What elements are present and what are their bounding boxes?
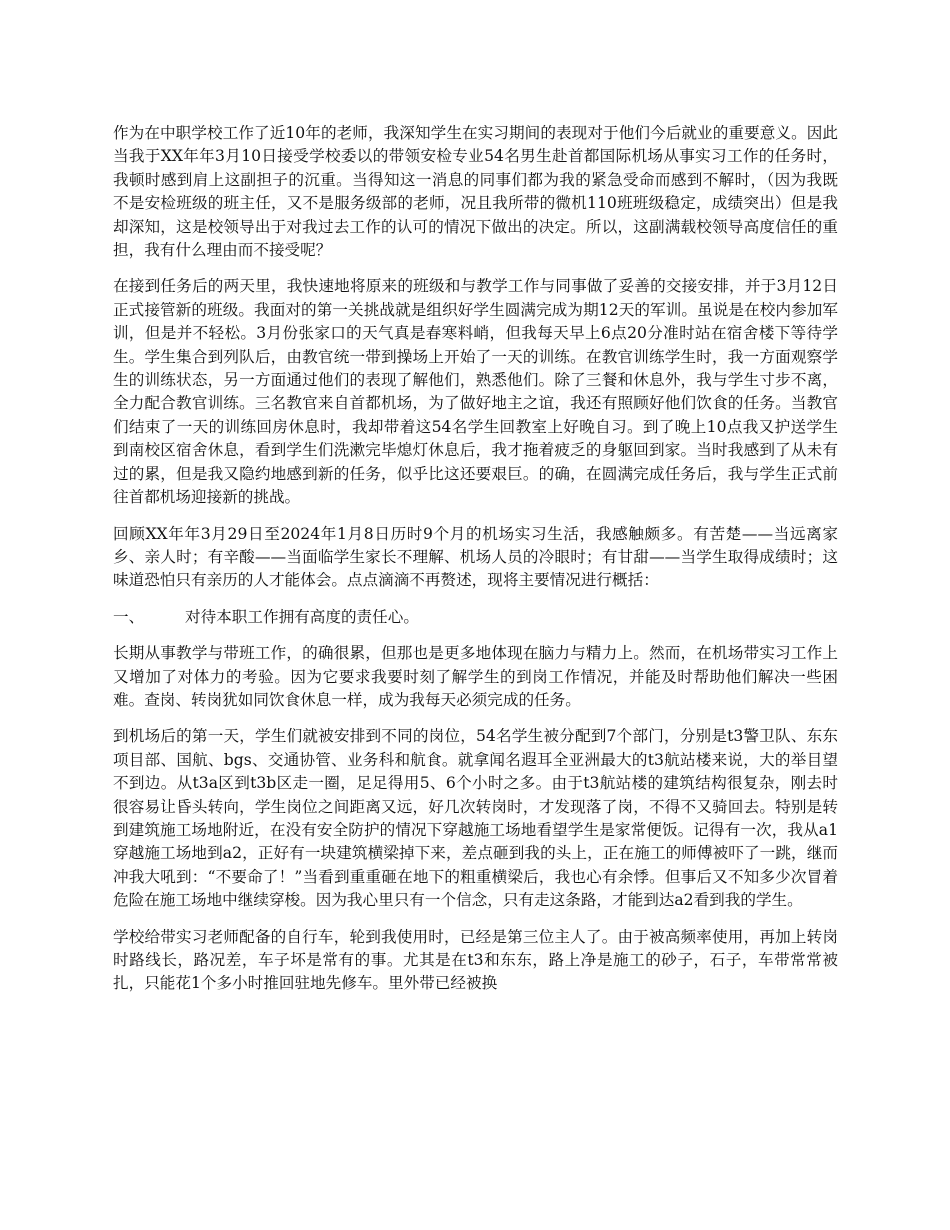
section-heading — [113, 606, 838, 629]
paragraph-review: 回顾XX年年3月29日至2024年1月8日历时9个月的机场实习生活，我感触颇多。有苦楚——当远离家乡、亲人时；有辛酸——当面临学生家长不理解、机场人员的冷眼时；有甘甜——当学生取得成绩时；这味道恐怕只有亲历的人才能体会。点点滴滴不再赘述，现将主要情况进行概括： — [113, 524, 838, 590]
paragraph-military-training: 在接到任务后的两天里，我快速地将原来的班级和与教学工作与同事做了妥善的交接安排，并于3月12日正式接管新的班级。我面对的第一关挑战就是组织好学生圆满完成为期12天的军训。虽说是在校内参加军训，但是并不轻松。3月份张家口的天气真是春寒料峭，但我每天早上6点20分准时站在宿舍楼下等待学生。学生集合到列队后，由教官统一带到操场上开始了一天的训练。在教官训练学生时，我一方面观察学生的训练状态，另一方面通过他们的表现了解他们，熟悉他们。除了三餐和休息外，我与学生寸步不离，全力配合教官训练。三名教官来自首都机场，为了做好地主之谊，我还有照顾好他们饮食的任务。当教官们结束了一天的训练回房休息时，我却带着这54名学生回教室上好晚自习。到了晚上10点我又护送学生到南校区宿舍休息，看到学生们洗漱完毕熄灯休息后，我才拖着疲乏的身躯回到家。当时我感到了从未有过的累，但是我又隐约地感到新的任务，似乎比这还要艰巨。的确，在圆满完成任务后，我与学生正式前往首都机场迎接新的挑战。 — [113, 277, 838, 507]
paragraph-bicycle: 学校给带实习老师配备的自行车，轮到我使用时，已经是第三位主人了。由于被高频率使用，再加上转岗时路线长，路况差，车子坏是常有的事。尤其是在t3和东东，路上净是施工的砂子，石子，车带常常被扎，只能花1个多小时推回驻地先修车。里外带已经被换 — [113, 927, 838, 993]
document-page — [113, 122, 838, 1009]
paragraph-responsibility: 长期从事教学与带班工作，的确很累，但那也是更多地体现在脑力与精力上。然而，在机场带实习工作上又增加了对体力的考验。因为它要求我要时刻了解学生的到岗工作情况，并能及时帮助他们解决一些困难。查岗、转岗犹如同饮食休息一样，成为我每天必须完成的任务。 — [113, 644, 838, 709]
paragraph-first-day: 到机场后的第一天，学生们就被安排到不同的岗位，54名学生被分配到7个部门，分别是t3警卫队、东东项目部、国航、bgs、交通协管、业务科和航食。就拿闻名遐耳全亚洲最大的t3航站楼来说，大的举目望不到边。从t3a区到t3b区走一圈，足足得用5、6个小时之多。由于t3航站楼的建筑结构很复杂，刚去时很容易让昏头转向，学生岗位之间距离又远，好几次转岗时，才发现落了岗，不得不又骑回去。特别是转到建筑施工场地附近，在没有安全防护的情况下穿越施工场地看望学生是家常便饭。记得有一次，我从a1穿越施工场地到a2，正好有一块建筑横梁掉下来，差点砸到我的头上，正在施工的师傅被吓了一跳，继而冲我大吼到：“不要命了！”当看到重重砸在地下的粗重横梁后，我也心有余悸。但事后又不知多少次冒着危险在施工场地中继续穿梭。因为我心里只有一个信念，只有走这条路，才能到达a2看到我的学生。 — [113, 727, 838, 910]
section-heading-number: 一、 — [113, 607, 145, 626]
section-heading-text: 对待本职工作拥有高度的责任心。 — [185, 607, 419, 626]
paragraph-intro: 作为在中职学校工作了近10年的老师，我深知学生在实习期间的表现对于他们今后就业的重要意义。因此当我于XX年年3月10日接受学校委以的带领安检专业54名男生赴首都国际机场从事实习工作的任务时，我顿时感到肩上这副担子的沉重。当得知这一消息的同事们都为我的紧急受命而感到不解时，（因为我既不是安检班级的班主任，又不是服务级部的老师，况且我所带的微机110班班级稳定，成绩突出）但是我却深知，这是校领导出于对我过去工作的认可的情况下做出的决定。所以，这副满载校领导高度信任的重担，我有什么理由而不接受呢？ — [113, 124, 838, 260]
